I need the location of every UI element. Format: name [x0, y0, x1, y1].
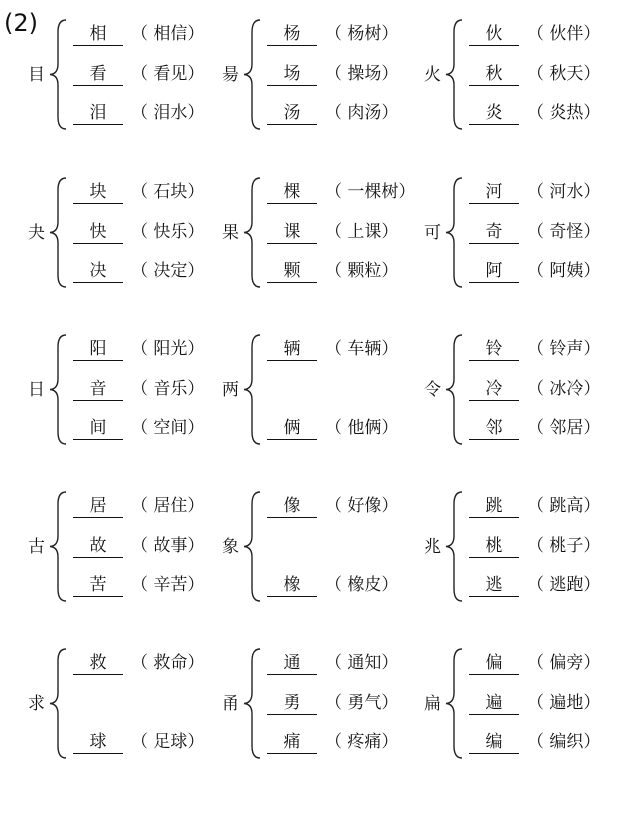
- answer-blank: 奇: [469, 221, 519, 244]
- example-word: （ 空间）: [131, 418, 205, 438]
- example-word: （ 跳高）: [527, 496, 601, 516]
- radical-character: 甬: [222, 693, 239, 714]
- example-word: （ 逃跑）: [527, 575, 601, 595]
- answer-blank: 决: [73, 260, 123, 283]
- radical-character: 令: [424, 379, 441, 400]
- answer-blank: 桃: [469, 535, 519, 558]
- answer-blank: 伙: [469, 23, 519, 46]
- answer-blank: 辆: [267, 338, 317, 361]
- example-word: （ 伙伴）: [527, 24, 601, 44]
- character-row: [267, 730, 398, 754]
- example-word: （ 肉汤）: [325, 103, 399, 123]
- character-row: [73, 101, 204, 125]
- brace-icon: [442, 484, 464, 609]
- example-word: （ 奇怪）: [527, 222, 601, 242]
- example-word: （ 故事）: [131, 536, 205, 556]
- brace-icon: [240, 12, 262, 137]
- character-row: [267, 573, 398, 597]
- character-row: [73, 337, 204, 361]
- example-word: （ 炎热）: [527, 103, 601, 123]
- brace-icon: [240, 641, 262, 766]
- example-word: （ 桃子）: [527, 536, 601, 556]
- answer-blank: 汤: [267, 102, 317, 125]
- character-row: [73, 259, 204, 283]
- answer-blank: 邻: [469, 417, 519, 440]
- radical-group: [28, 327, 228, 452]
- answer-blank: 逃: [469, 574, 519, 597]
- example-word: （ 决定）: [131, 261, 205, 281]
- character-row: [469, 259, 600, 283]
- radical-character: 夬: [28, 222, 45, 243]
- character-row: [469, 534, 600, 558]
- radical-character: 火: [424, 64, 441, 85]
- character-row: [73, 494, 204, 518]
- answer-blank: 炎: [469, 102, 519, 125]
- example-word: （ 他俩）: [325, 418, 399, 438]
- answer-blank: 快: [73, 221, 123, 244]
- example-word: （ 好像）: [325, 496, 399, 516]
- radical-character: 古: [28, 536, 45, 557]
- radical-group: [424, 641, 624, 766]
- example-word: （ 秋天）: [527, 64, 601, 84]
- character-row: [267, 651, 398, 675]
- answer-blank: 河: [469, 181, 519, 204]
- radical-character: 象: [222, 536, 239, 557]
- answer-blank: 相: [73, 23, 123, 46]
- brace-icon: [46, 484, 68, 609]
- radical-character: 兆: [424, 536, 441, 557]
- character-row: [469, 730, 600, 754]
- answer-blank: 跳: [469, 495, 519, 518]
- example-word: （ 遍地）: [527, 693, 601, 713]
- example-word: （ 阿姨）: [527, 261, 601, 281]
- character-row: [267, 416, 398, 440]
- radical-group: [222, 641, 422, 766]
- example-word: （ 勇气）: [325, 693, 399, 713]
- radical-character: 可: [424, 222, 441, 243]
- brace-icon: [442, 641, 464, 766]
- answer-blank: 偏: [469, 652, 519, 675]
- example-word: （ 操场）: [325, 64, 399, 84]
- character-row: [267, 691, 398, 715]
- answer-blank: 棵: [267, 181, 317, 204]
- answer-blank: 编: [469, 731, 519, 754]
- answer-blank: 看: [73, 63, 123, 86]
- character-row: [73, 62, 204, 86]
- example-word: （ 偏旁）: [527, 653, 601, 673]
- example-word: （ 冰冷）: [527, 379, 601, 399]
- radical-group: [222, 170, 422, 295]
- radical-character: 昜: [222, 64, 239, 85]
- answer-blank: 课: [267, 221, 317, 244]
- answer-blank: 块: [73, 181, 123, 204]
- answer-blank: 杨: [267, 23, 317, 46]
- example-word: （ 看见）: [131, 64, 205, 84]
- character-row: [469, 22, 600, 46]
- answer-blank: 遍: [469, 692, 519, 715]
- character-row: [469, 573, 600, 597]
- answer-blank: 冷: [469, 378, 519, 401]
- character-row: [73, 534, 204, 558]
- radical-character: 目: [28, 64, 45, 85]
- character-row: [267, 101, 398, 125]
- answer-blank: 橡: [267, 574, 317, 597]
- brace-icon: [442, 12, 464, 137]
- answer-blank: 阿: [469, 260, 519, 283]
- answer-blank: 秋: [469, 63, 519, 86]
- example-word: （ 音乐）: [131, 379, 205, 399]
- answer-blank: 像: [267, 495, 317, 518]
- answer-blank: 场: [267, 63, 317, 86]
- example-word: （ 上课）: [325, 222, 399, 242]
- radical-character: 扁: [424, 693, 441, 714]
- radical-group: [28, 641, 228, 766]
- example-word: （ 居住）: [131, 496, 205, 516]
- example-word: （ 车辆）: [325, 339, 399, 359]
- example-word: （ 足球）: [131, 732, 205, 752]
- answer-blank: 勇: [267, 692, 317, 715]
- character-row: [267, 180, 415, 204]
- character-row: [73, 651, 204, 675]
- answer-blank: 苦: [73, 574, 123, 597]
- character-row: [267, 22, 398, 46]
- answer-blank: 铃: [469, 338, 519, 361]
- character-row: [267, 494, 398, 518]
- example-word: （ 通知）: [325, 653, 399, 673]
- brace-icon: [442, 327, 464, 452]
- radical-group: [222, 12, 422, 137]
- character-row: [469, 337, 600, 361]
- character-row: [73, 377, 204, 401]
- example-word: （ 辛苦）: [131, 575, 205, 595]
- brace-icon: [46, 170, 68, 295]
- character-row: [469, 691, 600, 715]
- example-word: （ 铃声）: [527, 339, 601, 359]
- radical-group: [424, 327, 624, 452]
- example-word: （ 杨树）: [325, 24, 399, 44]
- answer-blank: 居: [73, 495, 123, 518]
- example-word: （ 邻居）: [527, 418, 601, 438]
- example-word: （ 快乐）: [131, 222, 205, 242]
- brace-icon: [240, 170, 262, 295]
- answer-blank: 球: [73, 731, 123, 754]
- character-row: [73, 416, 204, 440]
- character-row: [469, 220, 600, 244]
- brace-icon: [240, 327, 262, 452]
- brace-icon: [442, 170, 464, 295]
- example-word: （ 阳光）: [131, 339, 205, 359]
- character-row: [73, 220, 204, 244]
- example-word: （ 橡皮）: [325, 575, 399, 595]
- example-word: （ 一棵树）: [325, 182, 416, 202]
- example-word: （ 相信）: [131, 24, 205, 44]
- character-row: [73, 22, 204, 46]
- character-row: [267, 337, 398, 361]
- answer-blank: 通: [267, 652, 317, 675]
- brace-icon: [240, 484, 262, 609]
- radical-group: [28, 484, 228, 609]
- character-row: [73, 573, 204, 597]
- radical-character: 求: [28, 693, 45, 714]
- example-word: （ 河水）: [527, 182, 601, 202]
- character-row: [469, 180, 600, 204]
- character-row: [73, 730, 204, 754]
- example-word: （ 编织）: [527, 732, 601, 752]
- radical-character: 果: [222, 222, 239, 243]
- example-word: （ 救命）: [131, 653, 205, 673]
- character-row: [469, 62, 600, 86]
- example-word: （ 石块）: [131, 182, 205, 202]
- character-row: [469, 651, 600, 675]
- radical-group: [424, 12, 624, 137]
- radical-character: 日: [28, 379, 45, 400]
- character-row: [469, 377, 600, 401]
- brace-icon: [46, 641, 68, 766]
- character-row: [267, 259, 398, 283]
- radical-group: [222, 327, 422, 452]
- answer-blank: 救: [73, 652, 123, 675]
- answer-blank: 故: [73, 535, 123, 558]
- character-row: [73, 180, 204, 204]
- answer-blank: 颗: [267, 260, 317, 283]
- answer-blank: 俩: [267, 417, 317, 440]
- character-row: [267, 220, 398, 244]
- radical-character: 两: [222, 379, 239, 400]
- radical-group: [28, 12, 228, 137]
- answer-blank: 痛: [267, 731, 317, 754]
- answer-blank: 泪: [73, 102, 123, 125]
- character-row: [469, 416, 600, 440]
- exercise-label: (2): [4, 9, 38, 37]
- character-row: [469, 101, 600, 125]
- radical-group: [424, 484, 624, 609]
- radical-group: [222, 484, 422, 609]
- radical-group: [424, 170, 624, 295]
- answer-blank: 间: [73, 417, 123, 440]
- answer-blank: 阳: [73, 338, 123, 361]
- example-word: （ 疼痛）: [325, 732, 399, 752]
- brace-icon: [46, 12, 68, 137]
- example-word: （ 泪水）: [131, 103, 205, 123]
- brace-icon: [46, 327, 68, 452]
- character-row: [267, 62, 398, 86]
- character-row: [469, 494, 600, 518]
- example-word: （ 颗粒）: [325, 261, 399, 281]
- radical-group: [28, 170, 228, 295]
- answer-blank: 音: [73, 378, 123, 401]
